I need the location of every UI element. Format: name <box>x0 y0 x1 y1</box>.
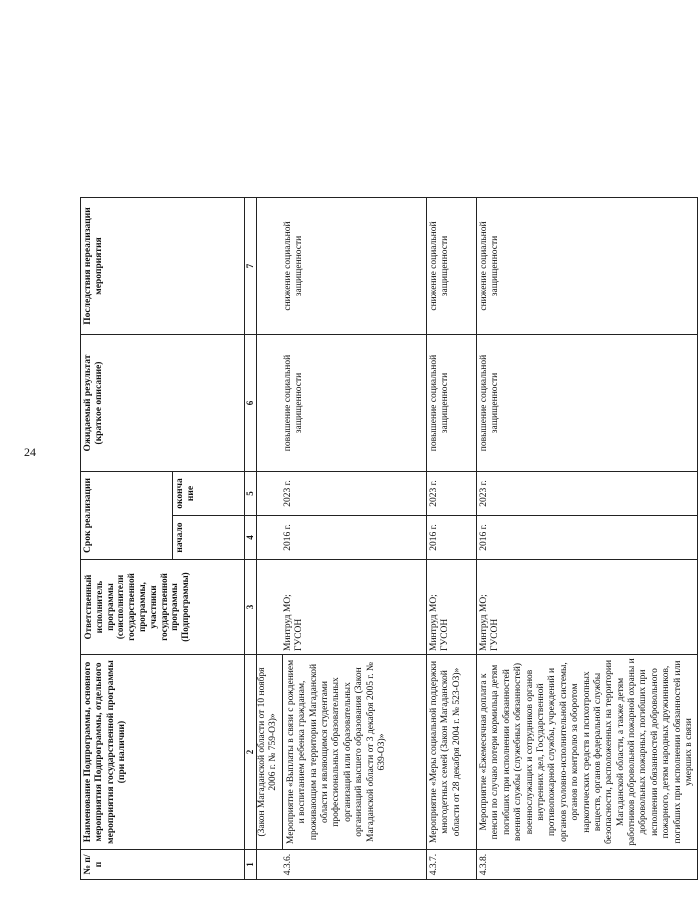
colnum-3: 3 <box>245 560 257 655</box>
header-row <box>81 15 173 880</box>
row-name: Мероприятие «Меры социальной поддержки многодетных семей (Закон Магаданской области от 28 декабря 2004 г. № 523-ОЗ)» <box>427 655 477 850</box>
row-end: 2023 г. <box>257 472 427 516</box>
row-name-text: Мероприятие «Выплаты в связи с рождением и воспитанием ребенка гражданам, проживающим на территории Магаданской области и являющимся студентами профессиональных образовательных организаций или образовательных организаций высшего образования (Закон Магаданской области от 3 декабря 2005 г. № 639-ОЗ)» <box>285 659 387 845</box>
row-end: 2023 г. <box>427 472 477 516</box>
row-result: повышение социальной защищенности <box>477 335 698 472</box>
row-executor: Минтруд МО; ГУСОН <box>257 560 427 655</box>
row-number: 4.3.6. <box>283 853 293 876</box>
row-result: повышение социальной защищенности <box>257 335 427 472</box>
row-start: 2016 г. <box>427 516 477 560</box>
measures-table <box>80 15 698 880</box>
continuation-text: (Закон Магаданской области от 10 ноября 2006 г. № 759-ОЗ)» <box>257 655 283 849</box>
header-name: Наименование Подпрограммы, основного мероприятия Подпрограммы, отдельного мероприятия государственной программы (при наличии) <box>81 655 245 850</box>
row-consequence: снижение социальной защищенности <box>257 198 427 335</box>
row-consequence: снижение социальной защищенности <box>477 198 698 335</box>
colnum-1: 1 <box>245 850 257 880</box>
row-executor: Минтруд МО; ГУСОН <box>477 560 698 655</box>
row-start: 2016 г. <box>477 516 698 560</box>
blank-margin <box>81 15 698 198</box>
continuation-spacer <box>259 853 283 876</box>
header-consequence: Последствия нереализации мероприятия <box>81 198 245 335</box>
colnum-6: 6 <box>245 335 257 472</box>
page-number: 24 <box>24 445 36 459</box>
header-executor: Ответственный исполнитель программы (соисполнители государственной программы, участники государственной программы (Подпрограммы) <box>81 560 245 655</box>
row-consequence: снижение социальной защищенности <box>427 198 477 335</box>
row-start: 2016 г. <box>257 516 427 560</box>
row-num: 4.3.8. <box>477 850 698 880</box>
row-num: 4.3.7. <box>427 850 477 880</box>
header-period: Срок реализации <box>81 472 173 560</box>
row-end: 2023 г. <box>477 472 698 516</box>
header-start: начало <box>173 516 245 560</box>
colnum-7: 7 <box>245 198 257 335</box>
row-executor: Минтруд МО; ГУСОН <box>427 560 477 655</box>
colnum-2: 2 <box>245 655 257 850</box>
header-num: № п/п <box>81 850 245 880</box>
row-num <box>257 850 427 880</box>
row-result: повышение социальной защищенности <box>427 335 477 472</box>
colnum-4: 4 <box>245 516 257 560</box>
header-result: Ожидаемый результат (краткое описание) <box>81 335 245 472</box>
header-end: оконча ние <box>173 472 245 516</box>
row-name: Мероприятие «Ежемесячная доплата к пенсии по случаю потери кормильца детям погибших при исполнении обязанностей военной службы (служебных обязанностей) военнослужащих и сотрудников органов внутренних дел, Государственной противопожарной службы, учреждений и органов уголовно-исполнительной системы, органов по контролю за оборотом наркотических средств и психотропных веществ, органов федеральной службы безопасности, расположенных на территории Магаданской области, а также детям работников добровольной пожарной охраны и добровольных пожарных, погибших при исполнении обязанностей добровольного пожарного, детям народных дружинников, погибших при исполнении обязанностей или умерших в связи <box>477 655 698 850</box>
row-name <box>257 655 427 850</box>
colnum-5: 5 <box>245 472 257 516</box>
rotated-table-container <box>80 15 695 880</box>
